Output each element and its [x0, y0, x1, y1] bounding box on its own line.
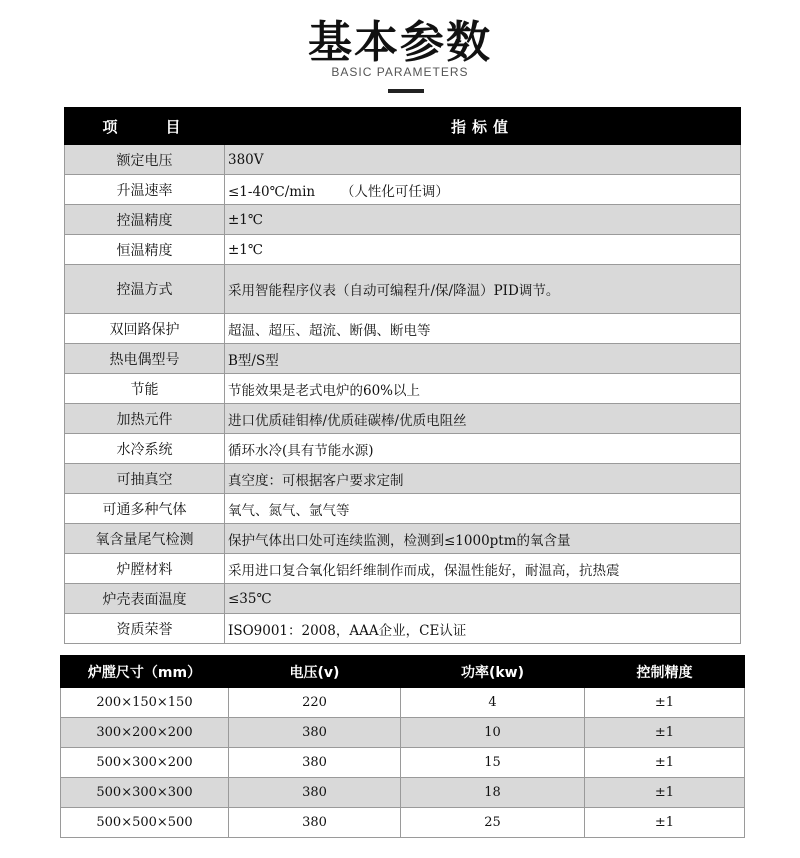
table-row	[65, 404, 741, 434]
table-row	[65, 314, 741, 344]
models-table	[60, 655, 745, 838]
header-value: 指标值	[225, 108, 741, 145]
param-label: 可抽真空	[65, 464, 225, 494]
models-header-row	[61, 656, 745, 688]
table-row	[65, 374, 741, 404]
table-row	[61, 808, 745, 838]
param-label: 热电偶型号	[65, 344, 225, 374]
param-value: ±1℃	[225, 205, 741, 235]
param-label: 氧含量尾气检测	[65, 524, 225, 554]
table-row	[65, 235, 741, 265]
page-title: 基本参数	[308, 17, 492, 68]
header-item: 项 目	[65, 108, 225, 145]
table-row	[65, 265, 741, 314]
table-row	[65, 584, 741, 614]
table-row	[65, 145, 741, 175]
table-row	[61, 688, 745, 718]
param-label: 控温精度	[65, 205, 225, 235]
param-value: B型/S型	[225, 344, 741, 374]
table-row	[65, 524, 741, 554]
header-precision: 控制精度	[585, 656, 745, 688]
param-value: ≤35℃	[225, 584, 741, 614]
cell-power: 15	[401, 748, 585, 778]
cell-power: 25	[401, 808, 585, 838]
table-row	[65, 494, 741, 524]
table-row	[61, 748, 745, 778]
param-value: 真空度：可根据客户要求定制	[225, 464, 741, 494]
cell-chamber-size: 300×200×200	[61, 718, 229, 748]
header-voltage: 电压(v)	[229, 656, 401, 688]
cell-chamber-size: 200×150×150	[61, 688, 229, 718]
param-label: 恒温精度	[65, 235, 225, 265]
param-value: 保护气体出口处可连续监测，检测到≤1000ptm的氧含量	[225, 524, 741, 554]
param-label: 节能	[65, 374, 225, 404]
param-label: 炉壳表面温度	[65, 584, 225, 614]
param-value: ISO9001：2008，AAA企业，CE认证	[225, 614, 741, 644]
param-value: 采用智能程序仪表（自动可编程升/保/降温）PID调节。	[225, 265, 741, 314]
table-row	[65, 554, 741, 584]
param-value: ±1℃	[225, 235, 741, 265]
title-divider	[388, 89, 424, 93]
param-label: 控温方式	[65, 265, 225, 314]
cell-power: 10	[401, 718, 585, 748]
table-row	[65, 205, 741, 235]
param-label: 加热元件	[65, 404, 225, 434]
param-label: 水冷系统	[65, 434, 225, 464]
parameters-header-row	[65, 108, 741, 145]
cell-power: 4	[401, 688, 585, 718]
header-power: 功率(kw)	[401, 656, 585, 688]
cell-precision: ±1	[585, 688, 745, 718]
cell-precision: ±1	[585, 778, 745, 808]
param-label: 双回路保护	[65, 314, 225, 344]
param-value: 节能效果是老式电炉的60%以上	[225, 374, 741, 404]
param-value: 采用进口复合氧化铝纤维制作而成，保温性能好，耐温高，抗热震	[225, 554, 741, 584]
cell-chamber-size: 500×300×200	[61, 748, 229, 778]
table-row	[65, 175, 741, 205]
param-label: 额定电压	[65, 145, 225, 175]
param-value: 进口优质硅钼棒/优质硅碳棒/优质电阻丝	[225, 404, 741, 434]
cell-chamber-size: 500×500×500	[61, 808, 229, 838]
page-subtitle: BASIC PARAMETERS	[331, 65, 469, 79]
cell-voltage: 380	[229, 718, 401, 748]
cell-precision: ±1	[585, 748, 745, 778]
cell-voltage: 220	[229, 688, 401, 718]
param-label: 可通多种气体	[65, 494, 225, 524]
cell-precision: ±1	[585, 808, 745, 838]
table-row	[61, 778, 745, 808]
cell-voltage: 380	[229, 748, 401, 778]
param-value: 循环水冷(具有节能水源)	[225, 434, 741, 464]
cell-voltage: 380	[229, 778, 401, 808]
param-label: 升温速率	[65, 175, 225, 205]
param-value: 超温、超压、超流、断偶、断电等	[225, 314, 741, 344]
table-row	[65, 614, 741, 644]
cell-chamber-size: 500×300×300	[61, 778, 229, 808]
param-value: ≤1-40℃/min （人性化可任调）	[225, 175, 741, 205]
cell-precision: ±1	[585, 718, 745, 748]
header-chamber-size: 炉膛尺寸（mm）	[61, 656, 229, 688]
table-row	[65, 464, 741, 494]
param-label: 资质荣誉	[65, 614, 225, 644]
cell-power: 18	[401, 778, 585, 808]
param-value: 380V	[225, 145, 741, 175]
param-value: 氧气、氮气、氩气等	[225, 494, 741, 524]
param-label: 炉膛材料	[65, 554, 225, 584]
table-row	[65, 434, 741, 464]
table-row	[61, 718, 745, 748]
cell-voltage: 380	[229, 808, 401, 838]
table-row	[65, 344, 741, 374]
parameters-table	[64, 107, 741, 644]
